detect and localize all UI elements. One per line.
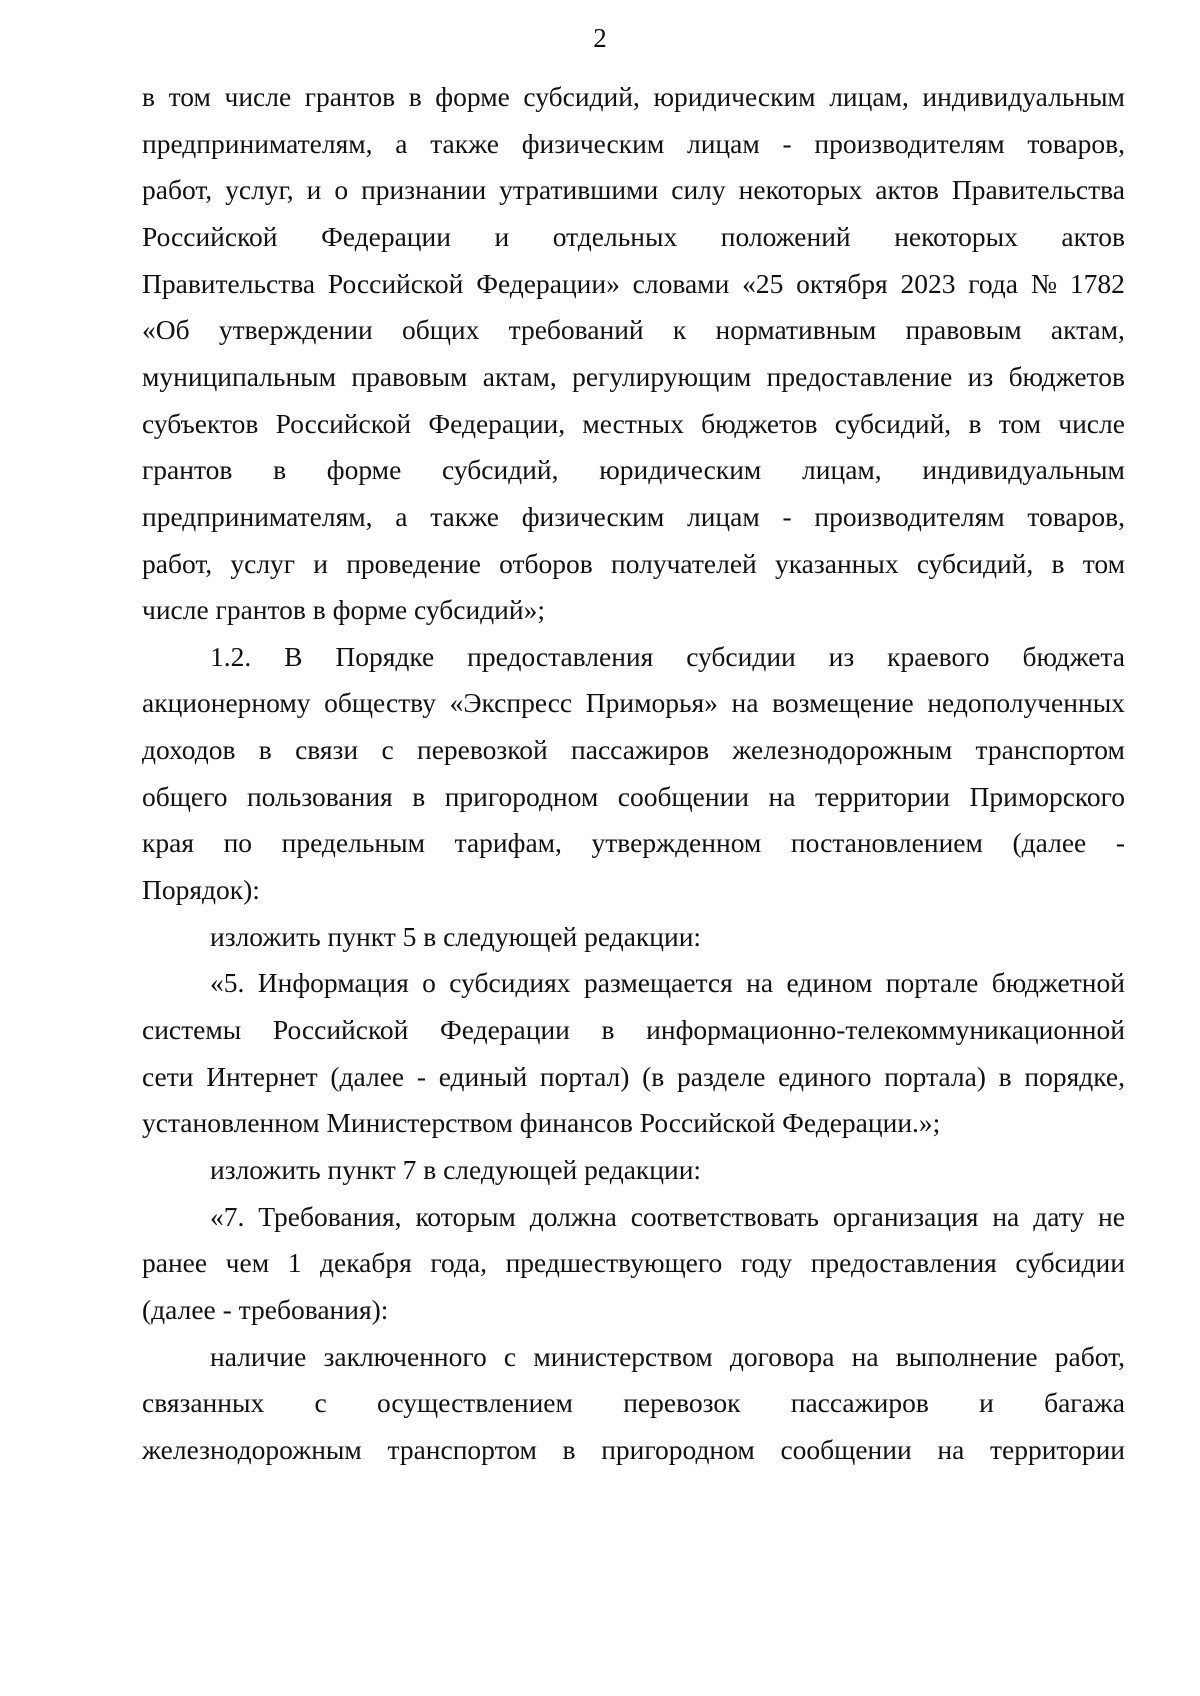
word: актам, [482,360,557,392]
text-line [142,500,1125,534]
word: работ, [142,547,213,579]
word: муниципальным [142,360,337,392]
word: Правительства [142,267,316,299]
word: общих [401,314,480,346]
word: субсидий, [442,454,559,486]
word: Федерации [321,220,451,252]
word: «25 [742,267,784,299]
word: а [395,500,408,532]
text-line [142,267,1125,301]
word: субъектов [142,407,259,439]
word: дату [1033,1200,1085,1232]
word: том [168,81,211,112]
word: предпринимателям, [142,500,373,532]
word: министерством [533,1340,713,1372]
word: предоставления [810,1247,997,1279]
word: чем [225,1247,270,1279]
word: доходов [142,734,236,766]
word: в [408,81,422,112]
word: правовым [905,314,1022,346]
word: о [422,967,436,999]
word: пригородном [601,1433,755,1465]
word: транспортом [387,1433,537,1465]
page-number: 2 [593,23,607,53]
word: сообщении [617,780,750,812]
word: предоставление [766,360,953,392]
word: в [601,1014,615,1045]
word: индивидуальным [922,81,1125,112]
word: недополученных [927,687,1125,719]
word: признании [361,174,487,206]
word: отборов [499,547,593,579]
word: Федерации [440,1014,570,1045]
word: предельным [281,827,425,859]
word: в [562,1433,576,1465]
word: работ, [142,174,213,206]
word: также [430,500,499,532]
text-line: (далее - требования): [142,1293,389,1325]
word: в [273,454,287,486]
word: форме [326,454,402,486]
word: сообщении [780,1433,912,1465]
text-line [142,1246,1125,1280]
word: осуществлением [377,1387,573,1419]
word: портале [885,967,979,999]
word: (далее [330,1060,405,1092]
word: края [142,827,194,859]
word: (далее [1012,827,1087,859]
word: возмещение [772,687,914,719]
text-line [210,1340,1125,1374]
word: субсидий, [916,547,1034,579]
word: в [412,780,426,812]
word: лицам [686,127,760,159]
word: юридическим [599,454,762,486]
word: предшествующего [505,1247,723,1279]
text-line [142,1013,1125,1047]
word: на [746,967,774,999]
word: единого [778,1060,872,1092]
word: багажа [1044,1387,1125,1419]
word: единый [438,1060,528,1092]
word: физическим [521,127,665,159]
word: договора [729,1340,835,1372]
word: грантов [142,454,233,486]
word: производителям [814,127,1005,159]
word: которым [415,1200,516,1232]
word: В [284,640,303,672]
word: том [1082,547,1125,579]
word: порядке, [1024,1060,1125,1092]
word: постановлением [790,827,983,859]
word: 1.2. [210,640,252,672]
text-line [142,1433,1125,1467]
word: предоставления [467,640,654,672]
word: акционерному [142,687,311,719]
word: грантов [304,81,396,112]
text-line [142,313,1125,347]
word: Приморья» [585,687,718,719]
word: информационно-телекоммуникационной [646,1014,1125,1045]
word: размещается [583,967,733,999]
word: (в [642,1060,665,1092]
word: бюджетов [1008,360,1125,392]
word: на [937,1433,965,1465]
word: из [828,640,855,672]
word: краевого [887,640,990,672]
word: - [782,500,792,532]
word: по [223,827,253,859]
word: соответствовать [630,1200,819,1232]
text-line [142,220,1125,254]
word: территории [989,1433,1125,1465]
word: году [740,1247,793,1279]
text-line [142,173,1125,207]
text-line [142,360,1125,394]
word: - [416,1060,426,1092]
word: лицам, [829,81,909,112]
word: портал) [539,1060,630,1092]
text-line: числе грантов в форме субсидий»; [142,594,545,626]
word: Российской [142,220,278,252]
word: тарифам, [454,827,562,859]
word: услуг [230,547,296,579]
word: о [334,174,349,206]
word: - [1115,827,1125,859]
word: года [968,267,1018,299]
word: территории [814,780,950,812]
word: актов [1061,220,1125,252]
word: транспортом [975,734,1125,766]
word: отдельных [552,220,678,252]
word: индивидуальным [922,454,1125,486]
word: товаров, [1027,127,1125,159]
word: получателей [611,547,757,579]
word: нормативным [715,314,877,346]
word: с [314,1387,327,1419]
word: и [979,1387,994,1419]
word: Приморского [969,780,1125,812]
word: а [395,127,408,159]
word: № [1030,267,1058,299]
word: актам, [1050,314,1125,346]
word: Российской [272,1014,409,1045]
word: утратившими [499,174,659,206]
text-line [142,453,1125,487]
word: Требования, [258,1200,402,1232]
word: числе [1058,407,1125,439]
word: - [782,127,792,159]
text-line [142,80,1125,114]
word: Федерации, [428,407,566,439]
word: «Экспресс [449,687,573,719]
word: общего [142,780,228,812]
word: пригородном [444,780,599,812]
word: субсидий, [834,407,952,439]
word: на [851,1340,879,1372]
word: 2023 [900,267,956,299]
word: физическим [521,500,665,532]
word: Российской [275,407,412,439]
word: в [1051,547,1065,579]
word: «Об [142,314,190,346]
text-line [210,966,1125,1000]
text-line [142,407,1125,441]
word: на [992,1200,1020,1232]
word: и [306,174,322,206]
word: силу [671,174,726,206]
word: разделе [676,1060,766,1092]
word: регулирующим [572,360,752,392]
word: с [381,734,394,766]
text-line [142,733,1125,767]
word: выполнение [895,1340,1038,1372]
word: Федерации» [476,267,620,299]
word: связи [295,734,359,766]
text-line [142,826,1125,860]
word: некоторых [894,220,1018,252]
word: бюджетов [701,407,818,439]
word: числе [224,81,292,112]
word: субсидиях [449,967,571,999]
text-line [142,547,1125,581]
word: 1782 [1069,267,1125,299]
word: связанных [142,1387,265,1419]
word: и [494,220,510,252]
word: ранее [142,1247,208,1279]
word: лицам [686,500,760,532]
word: предпринимателям, [142,127,373,159]
word: «5. [210,967,245,999]
word: субсидии [1015,1247,1125,1279]
word: бюджета [1022,640,1125,672]
word: проведение [346,547,481,579]
text-line [142,780,1125,814]
text-line: изложить пункт 5 в следующей редакции: [210,920,702,952]
word: с [503,1340,517,1372]
word: форме [435,81,510,112]
word: перевозок [623,1387,741,1419]
word: в [998,1060,1012,1092]
word: Информация [257,967,409,999]
word: утвержденном [591,827,762,859]
text-line [210,1200,1125,1234]
word: заключенного [323,1340,487,1372]
word: портала) [884,1060,986,1092]
word: наличие [210,1340,307,1372]
word: лицам, [802,454,882,486]
word: Российской [327,267,464,299]
word: пассажиров [790,1387,929,1419]
word: 1 [287,1247,302,1279]
word: некоторых [738,174,863,206]
word: местных [582,407,684,439]
word: также [430,127,499,159]
word: сети [142,1060,194,1092]
word: требований [508,314,644,346]
word: едином [786,967,873,999]
word: работ, [1054,1340,1125,1372]
word: в [142,81,155,112]
word: октября [796,267,888,299]
word: производителям [814,500,1005,532]
text-line [142,1386,1125,1420]
word: на [768,780,796,812]
text-line [210,640,1125,674]
word: словами [632,267,730,299]
word: пассажиров [571,734,710,766]
word: из [967,360,994,392]
word: «7. [210,1200,245,1232]
word: положений [720,220,851,252]
word: на [731,687,759,719]
text-line: изложить пункт 7 в следующей редакции: [210,1153,702,1185]
word: актов [875,174,939,206]
word: юридическим [653,81,816,112]
text-line: установленном Министерством финансов Российской Федерации.»; [142,1107,941,1139]
word: Интернет [206,1060,318,1092]
word: года, [430,1247,487,1279]
word: том [998,407,1041,439]
word: субсидии [686,640,796,672]
text-line: Порядок): [142,874,260,906]
word: железнодорожным [732,734,953,766]
word: должна [529,1200,617,1232]
text-line [142,686,1125,720]
word: декабря [320,1247,412,1279]
word: системы [142,1014,242,1045]
word: не [1098,1200,1125,1232]
word: организация [832,1200,979,1232]
word: указанных [774,547,899,579]
word: Правительства [951,174,1125,206]
word: Порядке [335,640,435,672]
word: бюджетной [991,967,1125,999]
text-line [142,1060,1125,1094]
word: в [258,734,272,766]
text-line [142,127,1125,161]
word: утверждении [218,314,373,346]
word: услуг, [225,174,294,206]
word: перевозкой [416,734,548,766]
word: субсидий, [523,81,640,112]
word: и [313,547,329,579]
word: железнодорожным [142,1433,362,1465]
word: правовым [351,360,468,392]
word: пользования [246,780,393,812]
word: к [672,314,687,346]
word: товаров, [1027,500,1125,532]
word: обществу [324,687,436,719]
word: в [968,407,982,439]
